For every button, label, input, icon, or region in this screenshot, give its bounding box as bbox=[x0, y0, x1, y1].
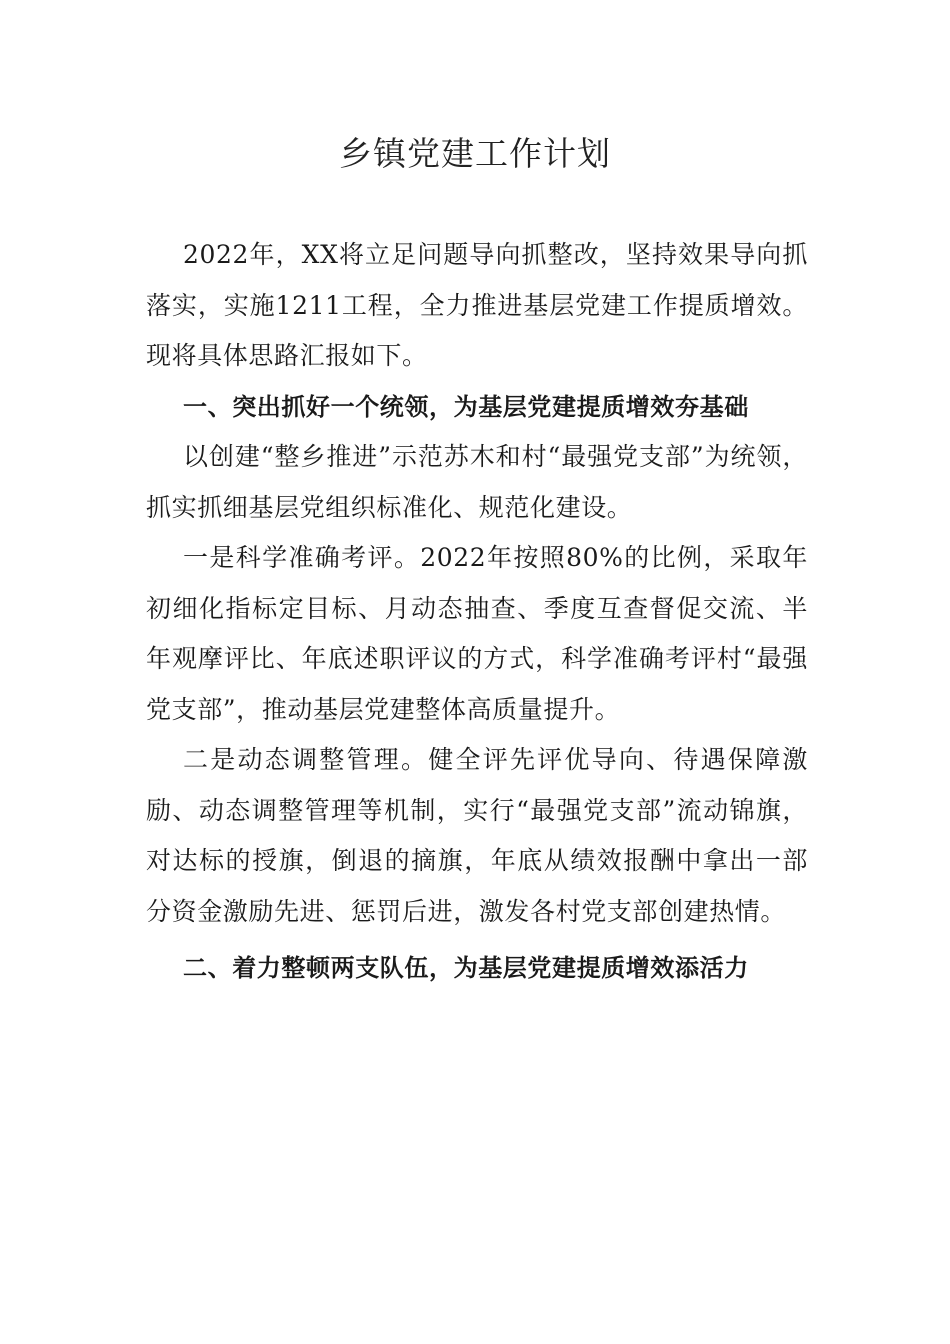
document-body bbox=[146, 230, 808, 994]
section-heading-2: 二、着力整顿两支队伍，为基层党建提质增效添活力 bbox=[183, 954, 749, 982]
section-1-point-1: 一是科学准确考评。2022年按照80%的比例，采取年初细化指标定目标、月动态抽查、季度互查督促交流、半年观摩评比、年底述职评议的方式，科学准确考评村“最强党支部”，推动基层党建整体高质量提升。 bbox=[146, 543, 808, 724]
section-heading-1: 一、突出抓好一个统领，为基层党建提质增效夯基础 bbox=[183, 392, 749, 421]
section-1-point-2: 二是动态调整管理。健全评先评优导向、待遇保障激励、动态调整管理等机制，实行“最强党支部”流动锦旗，对达标的授旗，倒退的摘旗，年底从绩效报酬中拿出一部分资金激励先进、惩罚后进，激发各村党支部创建热情。 bbox=[146, 745, 808, 926]
intro-paragraph: 2022年，XX将立足问题导向抓整改，坚持效果导向抓落实，实施1211工程，全力推进基层党建工作提质增效。现将具体思路汇报如下。 bbox=[146, 240, 808, 370]
document-title: 乡镇党建工作计划 bbox=[339, 134, 611, 173]
section-1-paragraph: 以创建“整乡推进”示范苏木和村“最强党支部”为统领，抓实抓细基层党组织标准化、规范化建设。 bbox=[146, 442, 808, 522]
